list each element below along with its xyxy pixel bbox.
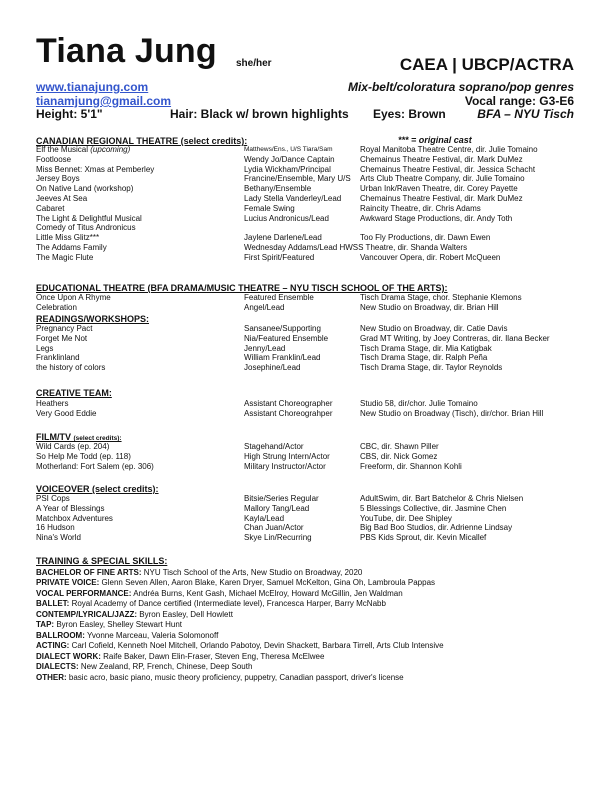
actor-name: Tiana Jung — [36, 32, 217, 70]
height: Height: 5'1" — [36, 107, 103, 121]
skill-row: BALLROOM: Yvonne Marceau, Valeria Solomonoff — [36, 630, 219, 640]
website-link[interactable]: www.tianajung.com — [36, 80, 149, 94]
pronouns: she/her — [236, 58, 272, 69]
education-short: BFA – NYU Tisch — [477, 107, 574, 121]
skill-row: TAP: Byron Easley, Shelley Stewart Hunt — [36, 620, 182, 629]
original-cast-note: *** = original cast — [398, 135, 472, 145]
skill-row: DIALECTS: New Zealand, RP, French, Chinese, Deep South — [36, 662, 253, 671]
skill-row: ACTING: Carl Cofield, Kenneth Noel Mitchell, Orlando Pabotoy, Devin Shackett, Barbara Tirrell, Arts Club Intensive — [36, 641, 444, 650]
skill-row: PRIVATE VOICE: Glenn Seven Allen, Aaron Blake, Karen Dryer, Samuel McKelton, Gina Oh, Lambroula Pappas — [36, 578, 436, 587]
vocal-range: Vocal range: G3-E6 — [464, 94, 574, 108]
voice-type: Mix-belt/coloratura soprano/pop genres — [347, 80, 574, 94]
email-link[interactable]: tianamjung@gmail.com — [36, 94, 172, 108]
educational-theatre-heading: EDUCATIONAL THEATRE (BFA DRAMA/MUSIC THEATRE – NYU TISCH SCHOOL OF THE ARTS): — [36, 283, 448, 293]
hair: Hair: Black w/ brown highlights — [170, 107, 349, 121]
canadian-theatre-heading: CANADIAN REGIONAL THEATRE (select credits): — [36, 136, 248, 146]
resume-page: Tiana Jung she/her CAEA | UBCP/ACTRA www.tianajung.com tianamjung@gmail.com Height: 5'1" Hair: Black w/ brown highlights Eyes: Brown Mix-belt/coloratura soprano/pop genres Vocal range: G3-E6 BFA – NYU Tisch CANADIAN REGIONAL THEATRE (select credits): *** = original cast Elf the Musical (upcoming) Matthews/Ens., U/S Tiara/Sam Royal Manitoba Theatre Centre, dir. Julie Tomaino Footloose Wendy Jo/Dance Captain Chemainus Theatre Festival, dir. Mark DuMez Miss Bennet: Xmas at Pemberley Lydia Wickham/Principal Chemainus Theatre Festival, dir. Jessica Schacht Jersey Boys Francine/Ensemble, Mary U/S Arts Club Theatre Company, dir. Julie Tomaino On Native Land (workshop) Bethany/Ensemble Urban Ink/Raven Theatre, dir. Corey Payette Jeeves At Sea Lady Stella Vanderley/Lead Chemainus Theatre Festival, dir. Mark DuMez Cabaret Female Swing Raincity Theatre, dir. Chris Adams The Light & Delightful Musical Lucius Andronicus/Lead Awkward Stage Productions, dir. Andy Toth Comedy of Titus Andronicus Little Miss Glitz*** Jaylene Darlene/Lead Too Fly Productions, dir. Dawn Ewen The Addams Family Wednesday Addams/Lead HWSS Theatre, dir. Shanda Walters The Magic Flute First Spirit/Featured Vancouver Opera, dir. Robert McQueen EDUCATIONAL THEATRE (BFA DRAMA/MUSIC THEATRE – NYU TISCH SCHOOL OF THE ARTS): Once Upon A Rhyme Featured Ensemble Tisch Drama Stage, chor. Stephanie Klemons Celebration Angel/Lead New Studio on Broadway, dir. Brian Hill READINGS/WORKSHOPS: Pregnancy Pact Sansanee/Supporting New Studio on Broadway, dir. Catie Davis Forget Me Not Nia/Featured Ensemble Grad MT Writing, by Joey Contreras, dir. Ilana Becker Legs Jenny/Lead Tisch Drama Stage, dir. Mia Katigbak Franklinland William Franklin/Lead Tisch Drama Stage, dir. Ralph Peña the history of colors Josephine/Lead Tisch Drama Stage, dir. Taylor Reynolds CREATIVE TEAM: Heathers Assistant Choreographer Studio 58, dir/chor. Julie Tomaino Very Good Eddie Assistant Choreograhper New Studio on Broadway (Tisch), dir/chor. Brian Hill FILM/TV (select credits): Wild Cards (ep. 204) Stagehand/Actor CBC, dir. Shawn Piller So Help Me Todd (ep. 118) High Strung Intern/Actor CBS, dir. Nick Gomez Motherland: Fort Salem (ep. 306) Military Instructor/Actor Freeform, dir. Shannon Kohli VOICEOVER (select credits): PSI Cops Bitsie/Series Regular AdultSwim, dir. Bart Batchelor & Chris Nielsen A Year of Blessings Mallory Tang/Lead 5 Blessings Collective, dir. Jasmine Chen Matchbox Adventures Kayla/Lead YouTube, dir. Dee Shipley 16 Hudson Chan Juan/Actor Big Bad Boo Studios, dir. Adrienne Lindsay Nina's World Skye Lin/Recurring PBS Kids Sprout, dir. Kevin Micallef TRAINING & SPECIAL SKILLS: BACHELOR OF FINE ARTS: NYU Tisch School of the Arts, New Studio on Broadway, 2020 PRIVATE VOICE: Glenn Seven Allen, Aaron Blake, Karen Dryer, Samuel McKelton, Gina Oh, Lambroula Pappas VOCAL PERFORMANCE: Andréa Burns, Kent Gash, Michael McElroy, Howard McGillin, Jen Waldman BALLET: Royal Academy of Dance certified (Intermediate level), Francesca Harper, Barry McNabb CONTEMP/LYRICAL/JAZZ: Byron Easley, Dell Howlett TAP: Byron Easley, Shelley Stewart Hunt BALLROOM: Yvonne Marceau, Valeria Solomonoff ACTING: Carl Cofield, Kenneth Noel Mitchell, Orlando Pabotoy, Devin Shackett, Barbara Tirrell, Arts Club Intensive DIALECT WORK: Raife Baker, Dawn Elin-Fraser, Steven Eng, Theresa McElwee DIALECTS: New Zealand, RP, French, Chinese, Deep South OTHER: basic acro, basic piano, music theory proficiency, puppetry, Canadian passport, driver's license — [36, 32, 574, 682]
creative-team-heading: CREATIVE TEAM: — [36, 388, 112, 398]
skill-row: DIALECT WORK: Raife Baker, Dawn Elin-Fraser, Steven Eng, Theresa McElwee — [36, 651, 325, 661]
union-affiliations: CAEA | UBCP/ACTRA — [399, 55, 574, 74]
skill-row: OTHER: basic acro, basic piano, music theory proficiency, puppetry, Canadian passport, driver's license — [36, 672, 404, 682]
voiceover-heading: VOICEOVER (select credits): — [36, 484, 159, 494]
skill-row: BACHELOR OF FINE ARTS: NYU Tisch School of the Arts, New Studio on Broadway, 2020 — [36, 567, 363, 577]
skill-row: CONTEMP/LYRICAL/JAZZ: Byron Easley, Dell Howlett — [36, 609, 233, 619]
eyes: Eyes: Brown — [373, 107, 446, 121]
readings-heading: READINGS/WORKSHOPS: — [36, 314, 150, 324]
training-heading: TRAINING & SPECIAL SKILLS: — [36, 556, 168, 566]
film-tv-heading: FILM/TV (select credits): — [36, 432, 122, 442]
skill-row: BALLET: Royal Academy of Dance certified (Intermediate level), Francesca Harper, Barry McNabb — [36, 599, 386, 608]
training-skills-section — [36, 556, 576, 683]
skill-row: VOCAL PERFORMANCE: Andréa Burns, Kent Gash, Michael McElroy, Howard McGillin, Jen Waldman — [36, 588, 403, 598]
